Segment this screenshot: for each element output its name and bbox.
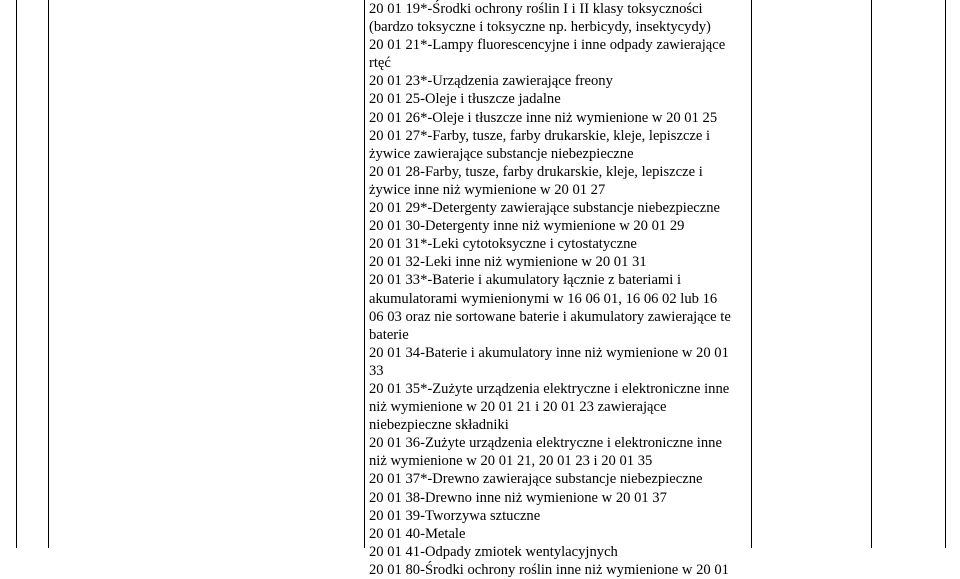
text-line: 20 01 28-Farby, tusze, farby drukarskie, kleje, lepiszcze i xyxy=(369,163,703,180)
text-line: żywice inne niż wymienione w 20 01 27 xyxy=(369,181,606,198)
text-line: 20 01 21*-Lampy fluorescencyjne i inne odpady zawierające xyxy=(369,37,726,54)
text-line: 20 01 29*-Detergenty zawierające substancje niebezpieczne xyxy=(369,200,721,217)
text-line: 33 xyxy=(369,362,384,379)
text-line: 20 01 36-Zużyte urządzenia elektryczne i elektroniczne inne xyxy=(369,435,722,452)
text-line: niż wymienione w 20 01 21 i 20 01 23 zawierające xyxy=(369,399,667,416)
column-border xyxy=(364,0,365,548)
column-border xyxy=(48,0,49,548)
text-line: akumulatorami wymienionymi w 16 06 01, 16 06 02 lub 16 xyxy=(369,290,718,307)
text-line: niebezpieczne składniki xyxy=(369,417,509,434)
text-line: 20 01 30-Detergenty inne niż wymienione w 20 01 29 xyxy=(369,218,685,235)
text-line: 20 01 38-Drewno inne niż wymienione w 20 01 37 xyxy=(369,489,667,506)
column-border xyxy=(16,0,17,548)
text-line: baterie xyxy=(369,326,409,343)
column-border xyxy=(945,0,946,548)
column-border xyxy=(751,0,752,548)
column-border xyxy=(871,0,872,548)
text-line: rtęć xyxy=(369,55,391,72)
text-line: 20 01 41-Odpady zmiotek wentylacyjnych xyxy=(369,543,618,560)
text-line: 20 01 32-Leki inne niż wymienione w 20 01 31 xyxy=(369,254,647,271)
text-line: 20 01 37*-Drewno zawierające substancje niebezpieczne xyxy=(369,471,703,488)
text-line: 20 01 19*-Środki ochrony roślin I i II klasy toksyczności xyxy=(369,1,703,17)
text-line: 20 01 25-Oleje i tłuszcze jadalne xyxy=(369,91,561,108)
waste-codes-cell xyxy=(369,0,747,579)
text-line: 20 01 35*-Zużyte urządzenia elektryczne i elektroniczne inne xyxy=(369,380,730,397)
text-line: 20 01 80-Środki ochrony roślin inne niż wymienione w 20 01 xyxy=(369,561,729,578)
text-line: niż wymienione w 20 01 21, 20 01 23 i 20 01 35 xyxy=(369,453,653,470)
text-line: żywice zawierające substancje niebezpieczne xyxy=(369,145,634,162)
text-line: 20 01 34-Baterie i akumulatory inne niż wymienione w 20 01 xyxy=(369,344,729,361)
text-line: 20 01 39-Tworzywa sztuczne xyxy=(369,507,541,524)
text-line: 20 01 23*-Urządzenia zawierające freony xyxy=(369,73,613,90)
text-line: 20 01 31*-Leki cytotoksyczne i cytostatyczne xyxy=(369,236,637,253)
text-line: 06 03 oraz nie sortowane baterie i akumulatory zawierające te xyxy=(369,308,731,325)
text-line: 20 01 27*-Farby, tusze, farby drukarskie, kleje, lepiszcze i xyxy=(369,127,711,144)
text-line: 20 01 33*-Baterie i akumulatory łącznie z bateriami i xyxy=(369,272,682,289)
text-line: 20 01 40-Metale xyxy=(369,525,466,542)
text-line: (bardzo toksyczne i toksyczne np. herbicydy, insektycydy) xyxy=(369,19,711,36)
text-line: 20 01 26*-Oleje i tłuszcze inne niż wymienione w 20 01 25 xyxy=(369,109,718,126)
